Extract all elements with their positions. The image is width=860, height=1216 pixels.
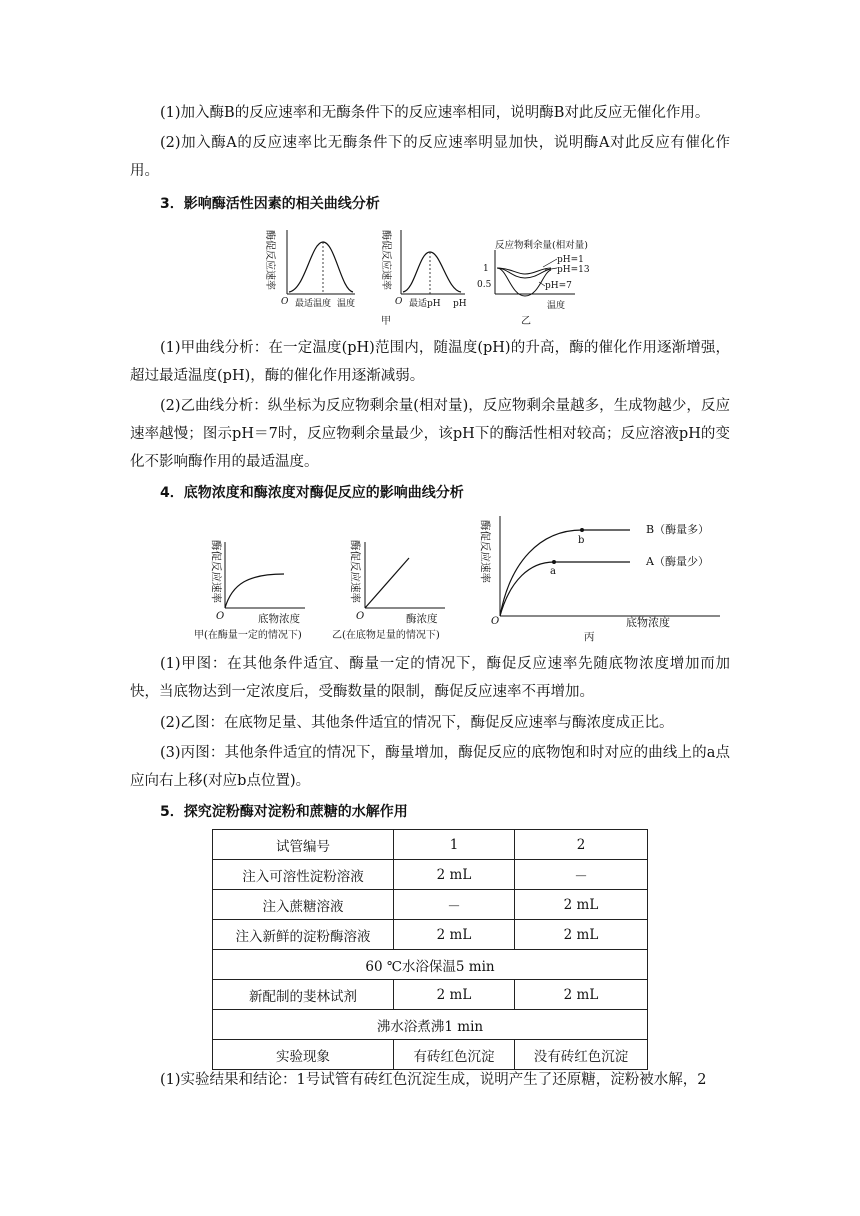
table-cell: 1 (394, 830, 515, 860)
origin-label: O (395, 297, 403, 307)
table-cell: 注入可溶性淀粉溶液 (213, 860, 394, 890)
series-label-ph13: pH=13 (557, 265, 590, 275)
enzyme-amount-comparison-chart (479, 516, 720, 643)
section-5-heading: 5．探究淀粉酶对淀粉和蔗糖的水解作用 (160, 804, 408, 820)
temperature-curve-chart (264, 230, 355, 309)
table-cell: 2 mL (515, 890, 648, 920)
intro-paragraph-2: (2)加入酶A的反应速率比无酶条件下的反应速率明显加快，说明酶A对此反应有催化作用。 (130, 135, 730, 179)
section-3-paragraph-2: (2)乙曲线分析：纵坐标为反应物剩余量(相对量)，反应物剩余量越多，生成物越少，反应速率越慢；图示pH＝7时，反应物剩余量最少，该pH下的酶活性相对较高；反应溶液pH的变化不影响酶作用的最适温度。 (130, 398, 730, 470)
table-row (213, 950, 648, 980)
figure-caption-jia: 甲 (381, 316, 391, 327)
table-cell: 新配制的斐林试剂 (213, 980, 394, 1010)
table-cell: 有砖红色沉淀 (394, 1040, 515, 1070)
table-cell: 注入新鲜的淀粉酶溶液 (213, 920, 394, 950)
figure-caption-jia: 甲(在酶量一定的情况下) (194, 630, 302, 641)
y-axis-label: 酶促反应速率 (349, 540, 361, 603)
experiment-table (212, 829, 648, 1070)
table-cell: 2 mL (394, 980, 515, 1010)
table-row (213, 1040, 648, 1070)
table-cell: 实验现象 (213, 1040, 394, 1070)
x-axis-label-temperature: 温度 (337, 299, 356, 309)
figure-caption-yi: 乙 (521, 316, 531, 327)
x-axis-label-ph: pH (453, 299, 467, 309)
enzyme-concentration-chart (332, 540, 445, 641)
section-4-paragraph-3: (3)丙图：其他条件适宜的情况下，酶量增加，酶促反应的底物饱和时对应的曲线上的a点应向右上移(对应b点位置)。 (130, 745, 730, 789)
table-cell: 2 mL (515, 980, 648, 1010)
y-axis-label: 酶促反应速率 (210, 540, 222, 603)
table-cell-merged: 60 ℃水浴保温5 min (213, 950, 648, 980)
point-label-b: b (578, 535, 585, 546)
curve-label-b: B（酶量多） (646, 523, 710, 536)
y-axis-label-remaining: 反应物剩余量(相对量) (495, 240, 588, 251)
remaining-substrate-chart (477, 239, 590, 311)
series-label-ph7: pH=7 (545, 281, 572, 291)
substrate-concentration-chart (194, 540, 305, 641)
table-cell: 2 mL (394, 920, 515, 950)
origin-label: O (356, 611, 365, 622)
y-tick-1: 1 (483, 264, 489, 274)
ph-curve-chart (380, 230, 467, 309)
section-4-paragraph-1: (1)甲图：在其他条件适宜、酶量一定的情况下，酶促反应速率先随底物浓度增加而加快，当底物达到一定浓度后，受酶数量的限制，酶促反应速率不再增加。 (130, 656, 730, 700)
table-cell-merged: 沸水浴煮沸1 min (213, 1010, 648, 1040)
table-cell: － (394, 890, 515, 920)
enzyme-activity-figure (255, 222, 615, 330)
table-row (213, 860, 648, 890)
section-5-paragraph-1: (1)实验结果和结论：1号试管有砖红色沉淀生成，说明产生了还原糖，淀粉被水解，2 (160, 1072, 707, 1088)
table-row (213, 890, 648, 920)
series-label-ph1: pH=1 (557, 255, 584, 265)
point-label-a: a (550, 566, 556, 577)
y-axis-label: 酶促反应速率 (380, 230, 391, 290)
table-row (213, 980, 648, 1010)
table-cell: 2 mL (394, 860, 515, 890)
figure-caption-yi: 乙(在底物足量的情况下) (332, 630, 440, 641)
substrate-enzyme-figure (180, 512, 740, 647)
table-cell: 没有砖红色沉淀 (515, 1040, 648, 1070)
table-row (213, 1010, 648, 1040)
table-row (213, 920, 648, 950)
table-cell: － (515, 860, 648, 890)
table-cell: 注入蔗糖溶液 (213, 890, 394, 920)
x-axis-label-substrate: 底物浓度 (626, 616, 670, 629)
x-axis-label-temperature: 温度 (547, 301, 566, 311)
y-axis-label: 酶促反应速率 (264, 230, 275, 290)
x-axis-label-substrate: 底物浓度 (258, 613, 300, 625)
x-tick-optimum-temperature: 最适温度 (295, 299, 332, 309)
table-row (213, 830, 648, 860)
curve-label-a: A（酶量少） (646, 555, 709, 568)
table-cell: 2 mL (515, 920, 648, 950)
table-cell: 试管编号 (213, 830, 394, 860)
y-axis-label: 酶促反应速率 (479, 520, 491, 583)
y-tick-0-5: 0.5 (477, 280, 492, 290)
origin-label: O (281, 297, 289, 307)
section-3-paragraph-1: (1)甲曲线分析：在一定温度(pH)范围内，随温度(pH)的升高，酶的催化作用逐渐增强，超过最适温度(pH)，酶的催化作用逐渐减弱。 (130, 340, 730, 384)
origin-label: O (216, 611, 225, 622)
section-4-paragraph-2: (2)乙图：在底物足量、其他条件适宜的情况下，酶促反应速率与酶浓度成正比。 (160, 715, 674, 731)
x-tick-optimum-ph: 最适pH (409, 299, 441, 309)
x-axis-label-enzyme: 酶浓度 (406, 613, 438, 625)
table-cell: 2 (515, 830, 648, 860)
intro-paragraph-1: (1)加入酶B的反应速率和无酶条件下的反应速率相同，说明酶B对此反应无催化作用。 (160, 105, 710, 121)
origin-label: O (491, 616, 500, 627)
section-3-heading: 3．影响酶活性因素的相关曲线分析 (160, 196, 380, 212)
section-4-heading: 4．底物浓度和酶浓度对酶促反应的影响曲线分析 (160, 485, 464, 501)
figure-caption-bing: 丙 (584, 631, 595, 643)
